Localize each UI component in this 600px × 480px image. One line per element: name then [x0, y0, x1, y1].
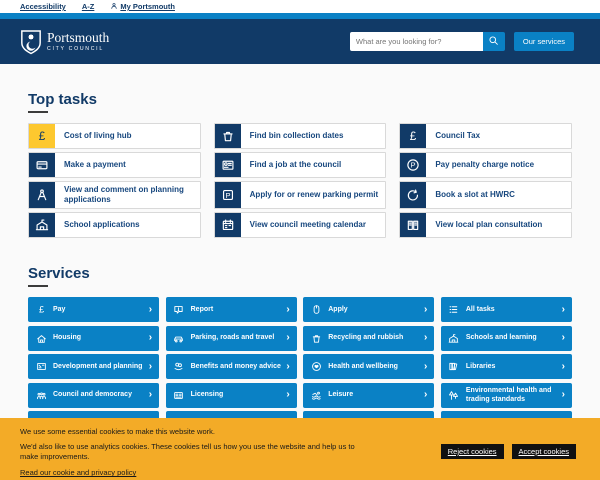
- chevron-right-icon: ›: [148, 360, 153, 372]
- top-task-label: View council meeting calendar: [249, 220, 366, 229]
- top-task-label: Book a slot at HWRC: [435, 190, 515, 199]
- top-task-label: School applications: [64, 220, 140, 229]
- chevron-right-icon: ›: [148, 389, 153, 400]
- service-label: Development and planning: [53, 362, 143, 370]
- health-icon: [310, 361, 322, 372]
- service-benefits-and-money-advice[interactable]: [166, 354, 297, 379]
- blueprint-icon: [35, 361, 47, 372]
- car-icon: [173, 333, 185, 344]
- heading-underline: [28, 111, 48, 113]
- cookie-banner: [0, 418, 600, 480]
- chevron-right-icon: ›: [424, 360, 428, 372]
- money-icon: [173, 361, 185, 372]
- top-task-label: Apply for or renew parking permit: [249, 190, 379, 199]
- service-recycling-and-rubbish[interactable]: [303, 326, 434, 351]
- accept-cookies-button[interactable]: Accept cookies: [512, 444, 576, 459]
- top-task-council-tax[interactable]: [399, 123, 572, 149]
- top-task-cost-of-living-hub[interactable]: [28, 123, 201, 149]
- service-label: Apply: [328, 305, 348, 313]
- service-libraries[interactable]: [441, 354, 572, 379]
- utility-bar: [0, 0, 600, 13]
- our-services-button[interactable]: Our services: [514, 32, 574, 51]
- pound-icon: [29, 124, 55, 148]
- service-label: Leisure: [328, 391, 354, 399]
- service-label: Licensing: [190, 391, 224, 399]
- search-form: [350, 32, 574, 51]
- school-icon: [448, 333, 460, 344]
- top-task-view-local-plan-consultation[interactable]: [399, 212, 572, 238]
- service-label: Report: [190, 305, 214, 313]
- chevron-right-icon: ›: [286, 303, 290, 315]
- top-task-view-council-meeting-calendar[interactable]: [214, 212, 387, 238]
- top-task-school-applications[interactable]: [28, 212, 201, 238]
- svg-text:£: £: [38, 129, 46, 143]
- bin-icon: [310, 333, 322, 344]
- local-plan-icon: [400, 213, 426, 237]
- search-input[interactable]: [350, 32, 483, 51]
- top-task-label: Make a payment: [64, 160, 126, 169]
- service-label: Environmental health and trading standards: [465, 386, 552, 403]
- logo-title: Portsmouth: [47, 30, 110, 45]
- top-task-label: View and comment on planning applications: [64, 185, 184, 204]
- service-label: Benefits and money advice: [190, 362, 281, 370]
- service-parking-roads-and-travel[interactable]: [166, 326, 297, 351]
- council-crest-icon: [20, 29, 42, 55]
- id-badge-icon: [215, 153, 241, 177]
- top-task-label: Find bin collection dates: [249, 131, 344, 140]
- heading-underline: [28, 285, 48, 287]
- person-icon: [110, 2, 118, 12]
- logo-subtitle: CITY COUNCIL: [47, 46, 104, 52]
- chevron-right-icon: ›: [424, 303, 428, 315]
- cookie-essential-text: We use some essential cookies to make this website work.: [20, 427, 215, 436]
- top-task-label: Cost of living hub: [64, 131, 132, 140]
- top-tasks-heading: Top tasks: [28, 91, 97, 108]
- service-label: Pay: [53, 305, 66, 313]
- service-health-and-wellbeing[interactable]: [303, 354, 434, 379]
- pound-icon: [35, 304, 47, 315]
- list-icon: [448, 304, 460, 315]
- top-task-view-and-comment-on-planning-applications[interactable]: [28, 181, 201, 209]
- main-content: [0, 64, 600, 436]
- service-label: Parking, roads and travel: [190, 334, 275, 342]
- recycle-icon: [400, 182, 426, 208]
- top-tasks-grid: [28, 123, 572, 238]
- apply-mouse-icon: [310, 304, 322, 315]
- search-icon: [488, 34, 499, 49]
- top-task-label: Find a job at the council: [249, 160, 342, 169]
- parking-permit-icon: [215, 182, 241, 208]
- chevron-right-icon: ›: [148, 303, 153, 315]
- chevron-right-icon: ›: [561, 360, 565, 372]
- trees-icon: [448, 390, 460, 401]
- chevron-right-icon: ›: [286, 389, 290, 400]
- planning-compass-icon: [29, 182, 55, 208]
- service-label: All tasks: [465, 305, 495, 313]
- top-task-label: Council Tax: [435, 131, 481, 140]
- service-label: Housing: [53, 334, 81, 342]
- chevron-right-icon: ›: [561, 332, 565, 343]
- report-icon: [173, 304, 185, 315]
- services-grid: [28, 297, 572, 436]
- svg-text:P: P: [225, 190, 231, 200]
- service-schools-and-learning[interactable]: [441, 326, 572, 351]
- service-apply[interactable]: [303, 297, 434, 322]
- topbar-link-accessibility[interactable]: Accessibility: [20, 2, 66, 11]
- search-button[interactable]: [483, 32, 505, 51]
- leisure-icon: [310, 390, 322, 401]
- calendar-icon: [215, 213, 241, 237]
- chevron-right-icon: ›: [286, 360, 290, 372]
- service-housing[interactable]: [28, 326, 159, 351]
- topbar-link-a-z[interactable]: A-Z: [81, 2, 95, 11]
- council-logo[interactable]: [20, 29, 109, 55]
- service-pay[interactable]: [28, 297, 159, 322]
- chevron-right-icon: ›: [286, 332, 290, 343]
- service-label: Schools and learning: [465, 334, 537, 342]
- service-leisure[interactable]: [303, 383, 434, 408]
- service-report[interactable]: [166, 297, 297, 322]
- house-icon: [35, 333, 47, 344]
- people-icon: [35, 390, 47, 401]
- top-task-label: Pay penalty charge notice: [435, 160, 535, 169]
- service-label: Libraries: [465, 362, 496, 370]
- svg-text:£: £: [38, 304, 44, 315]
- penalty-circle-icon: [400, 153, 426, 177]
- cookie-policy-link[interactable]: Read our cookie and privacy policy: [20, 468, 137, 478]
- svg-text:P: P: [410, 160, 416, 170]
- topbar-link-my-portsmouth[interactable]: My Portsmouth: [110, 2, 175, 12]
- service-development-and-planning[interactable]: [28, 354, 159, 379]
- top-task-book-a-slot-at-hwrc[interactable]: [399, 181, 572, 209]
- top-task-find-bin-collection-dates[interactable]: [214, 123, 387, 149]
- school-icon: [29, 213, 55, 237]
- chevron-right-icon: ›: [148, 332, 153, 343]
- service-environmental-health-and-trading-standards[interactable]: [441, 383, 572, 408]
- service-label: Council and democracy: [53, 391, 132, 399]
- chevron-right-icon: ›: [561, 389, 565, 400]
- books-icon: [448, 361, 460, 372]
- reject-cookies-button[interactable]: Reject cookies: [441, 444, 504, 459]
- service-label: Health and wellbeing: [328, 362, 398, 370]
- pound-icon: [400, 124, 426, 148]
- service-all-tasks[interactable]: [441, 297, 572, 322]
- service-label: Recycling and rubbish: [328, 334, 404, 342]
- certificate-icon: [173, 390, 185, 401]
- top-task-label: View local plan consultation: [435, 220, 543, 229]
- top-task-find-a-job-at-the-council[interactable]: [214, 152, 387, 178]
- cookie-analytics-text: We'd also like to use analytics cookies. These cookies tell us how you use the website and help us to make improvements.: [20, 442, 355, 462]
- top-task-make-a-payment[interactable]: [28, 152, 201, 178]
- services-heading: Services: [28, 265, 90, 282]
- top-task-apply-for-or-renew-parking-permit[interactable]: [214, 181, 387, 209]
- bin-icon: [215, 124, 241, 148]
- chevron-right-icon: ›: [561, 303, 565, 315]
- service-council-and-democracy[interactable]: [28, 383, 159, 408]
- payment-card-icon: [29, 153, 55, 177]
- top-task-pay-penalty-charge-notice[interactable]: [399, 152, 572, 178]
- svg-text:£: £: [410, 129, 417, 143]
- site-header: [0, 19, 600, 64]
- service-licensing[interactable]: [166, 383, 297, 408]
- chevron-right-icon: ›: [424, 332, 428, 343]
- chevron-right-icon: ›: [424, 389, 428, 400]
